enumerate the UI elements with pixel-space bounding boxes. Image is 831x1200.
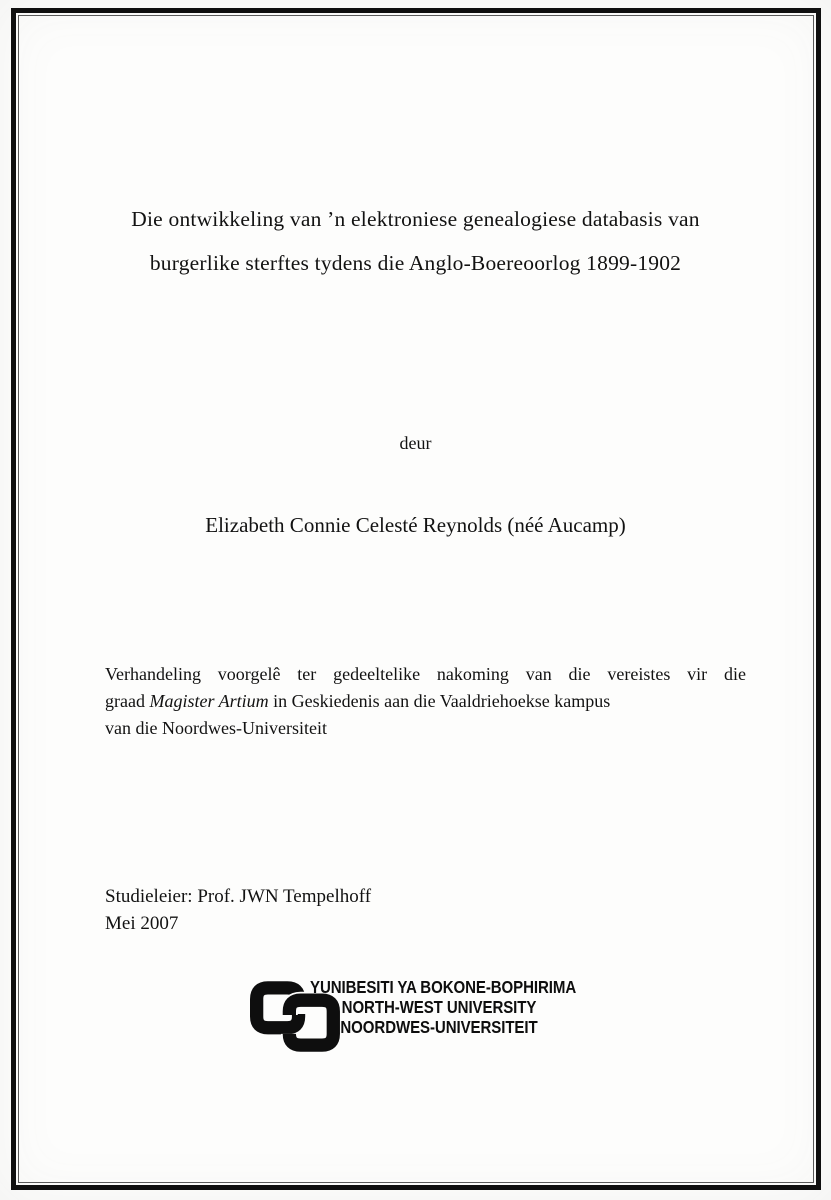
logo-line-setswana: YUNIBESITI YA BOKONE-BOPHIRIMA <box>310 977 577 997</box>
thesis-title-line2: burgerlike sterftes tydens die Anglo-Boereoorlog 1899-1902 <box>149 251 682 275</box>
university-logo <box>250 974 581 1054</box>
thesis-title <box>60 197 771 285</box>
date-line: Mei 2007 <box>105 913 179 934</box>
logo-line-english: NORTH-WEST UNIVERSITY <box>341 997 537 1017</box>
degree-name-italic: Magister Artium <box>149 691 269 711</box>
degree-statement-line2-prefix: graad <box>105 691 150 711</box>
supervisor-line: Studieleier: Prof. JWN Tempelhoff <box>105 886 372 907</box>
supervisor-block <box>105 883 371 937</box>
thesis-title-line1: Die ontwikkeling van ’n elektroniese genealogiese databasis van <box>131 207 700 231</box>
logo-line-afrikaans: NOORDWES-UNIVERSITEIT <box>340 1017 538 1037</box>
byline-deur: deur <box>399 433 432 453</box>
degree-statement-line3: van die Noordwes-Universiteit <box>105 718 327 738</box>
degree-statement-line2-suffix: in Geskiedenis aan die Vaaldriehoekse kampus <box>268 691 611 711</box>
author-name: Elizabeth Connie Celesté Reynolds (néé Aucamp) <box>205 513 626 537</box>
degree-statement-line1: Verhandeling voorgelê ter gedeeltelike nakoming van die vereistes vir die <box>105 664 746 684</box>
university-logo-wordmark <box>310 977 577 1037</box>
degree-statement <box>105 661 746 742</box>
degree-statement-line2 <box>105 688 746 715</box>
